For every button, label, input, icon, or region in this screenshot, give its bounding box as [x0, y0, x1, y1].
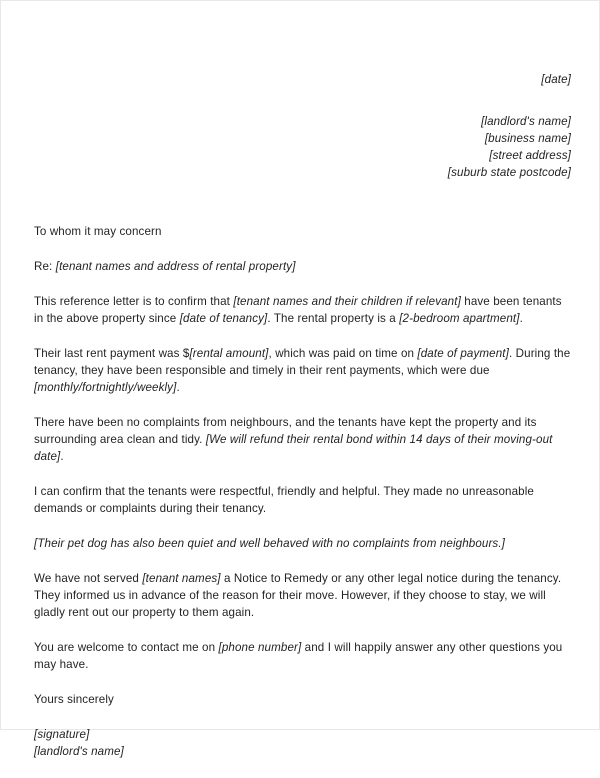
- recipient-line-business-name: [34, 130, 571, 147]
- recipient-line-street-address: [34, 147, 571, 164]
- recipient-line-landlord-name: [34, 113, 571, 130]
- rental-amount-placeholder: [rental amount]: [189, 347, 269, 360]
- salutation-text: To whom it may concern: [34, 225, 162, 238]
- subject-prefix: Re:: [34, 260, 56, 273]
- closing-text: Yours sincerely: [34, 693, 114, 706]
- landlord-name-placeholder: [landlord's name]: [481, 115, 571, 128]
- recipient-address-block: [34, 113, 571, 181]
- paragraph-tenancy-confirmation: This reference letter is to confirm that [tenant names and their children if relevant] have been tenants in the above property since [date of tenancy]. The rental property is a [2-bedroom apartment].: [34, 295, 562, 325]
- tenant-names-children-placeholder: [tenant names and their children if relevant]: [233, 295, 461, 308]
- paragraph-pet-note: [34, 535, 571, 552]
- phone-number-placeholder: [phone number]: [218, 641, 302, 654]
- paragraph-contact-invitation: You are welcome to contact me on [phone number] and I will happily answer any other questions you may have.: [34, 641, 563, 671]
- date-of-payment-placeholder: [date of payment]: [417, 347, 509, 360]
- date-of-tenancy-placeholder: [date of tenancy]: [179, 312, 268, 325]
- date-placeholder-line: [34, 71, 571, 88]
- signer-landlord-name-placeholder: [landlord's name]: [34, 745, 124, 758]
- payment-frequency-placeholder: [monthly/fortnightly/weekly]: [34, 381, 177, 394]
- street-address-placeholder: [street address]: [489, 149, 571, 162]
- subject-placeholder: [tenant names and address of rental property]: [55, 260, 296, 273]
- date-placeholder: [date]: [541, 73, 571, 86]
- paragraph-notice-to-remedy: We have not served [tenant names] a Notice to Remedy or any other legal notice during the tenancy. They informed us in advance of the reason for their move. However, if they choose to stay, we will gladly rent out our property to them again.: [34, 572, 562, 619]
- signature-placeholder-line: [34, 726, 571, 743]
- pet-note-placeholder: [Their pet dog has also been quiet and well behaved with no complaints from neighbours.]: [34, 537, 506, 550]
- paragraph-neighbours-and-bond: There have been no complaints from neighbours, and the tenants have kept the property and its surrounding area clean and tidy. [We will refund their rental bond within 14 days of their moving-out date].: [34, 416, 553, 463]
- letter-body: [34, 223, 571, 778]
- property-type-placeholder: [2-bedroom apartment]: [399, 312, 520, 325]
- signer-name-line: [34, 743, 571, 760]
- subject-line: [34, 258, 571, 275]
- letter-sheet: [34, 1, 571, 758]
- tenant-names-placeholder: [tenant names]: [142, 572, 221, 585]
- signature-placeholder: [signature]: [34, 728, 90, 741]
- business-name-placeholder: [business name]: [484, 132, 571, 145]
- paragraph-tenant-conduct: I can confirm that the tenants were respectful, friendly and helpful. They made no unreasonable demands or complaints during their tenancy.: [34, 485, 534, 515]
- closing-line: [34, 691, 571, 708]
- paragraph-rent-payment: Their last rent payment was $[rental amount], which was paid on time on [date of payment]. During the tenancy, they have been responsible and timely in their rent payments, which were due [monthly/fortnightly/weekly].: [34, 347, 571, 394]
- suburb-state-postcode-placeholder: [suburb state postcode]: [447, 166, 571, 179]
- rental-bond-refund-placeholder: [We will refund their rental bond within 14 days of their moving-out date]: [34, 433, 553, 463]
- salutation-line: [34, 223, 571, 240]
- recipient-line-suburb-state-postcode: [34, 164, 571, 181]
